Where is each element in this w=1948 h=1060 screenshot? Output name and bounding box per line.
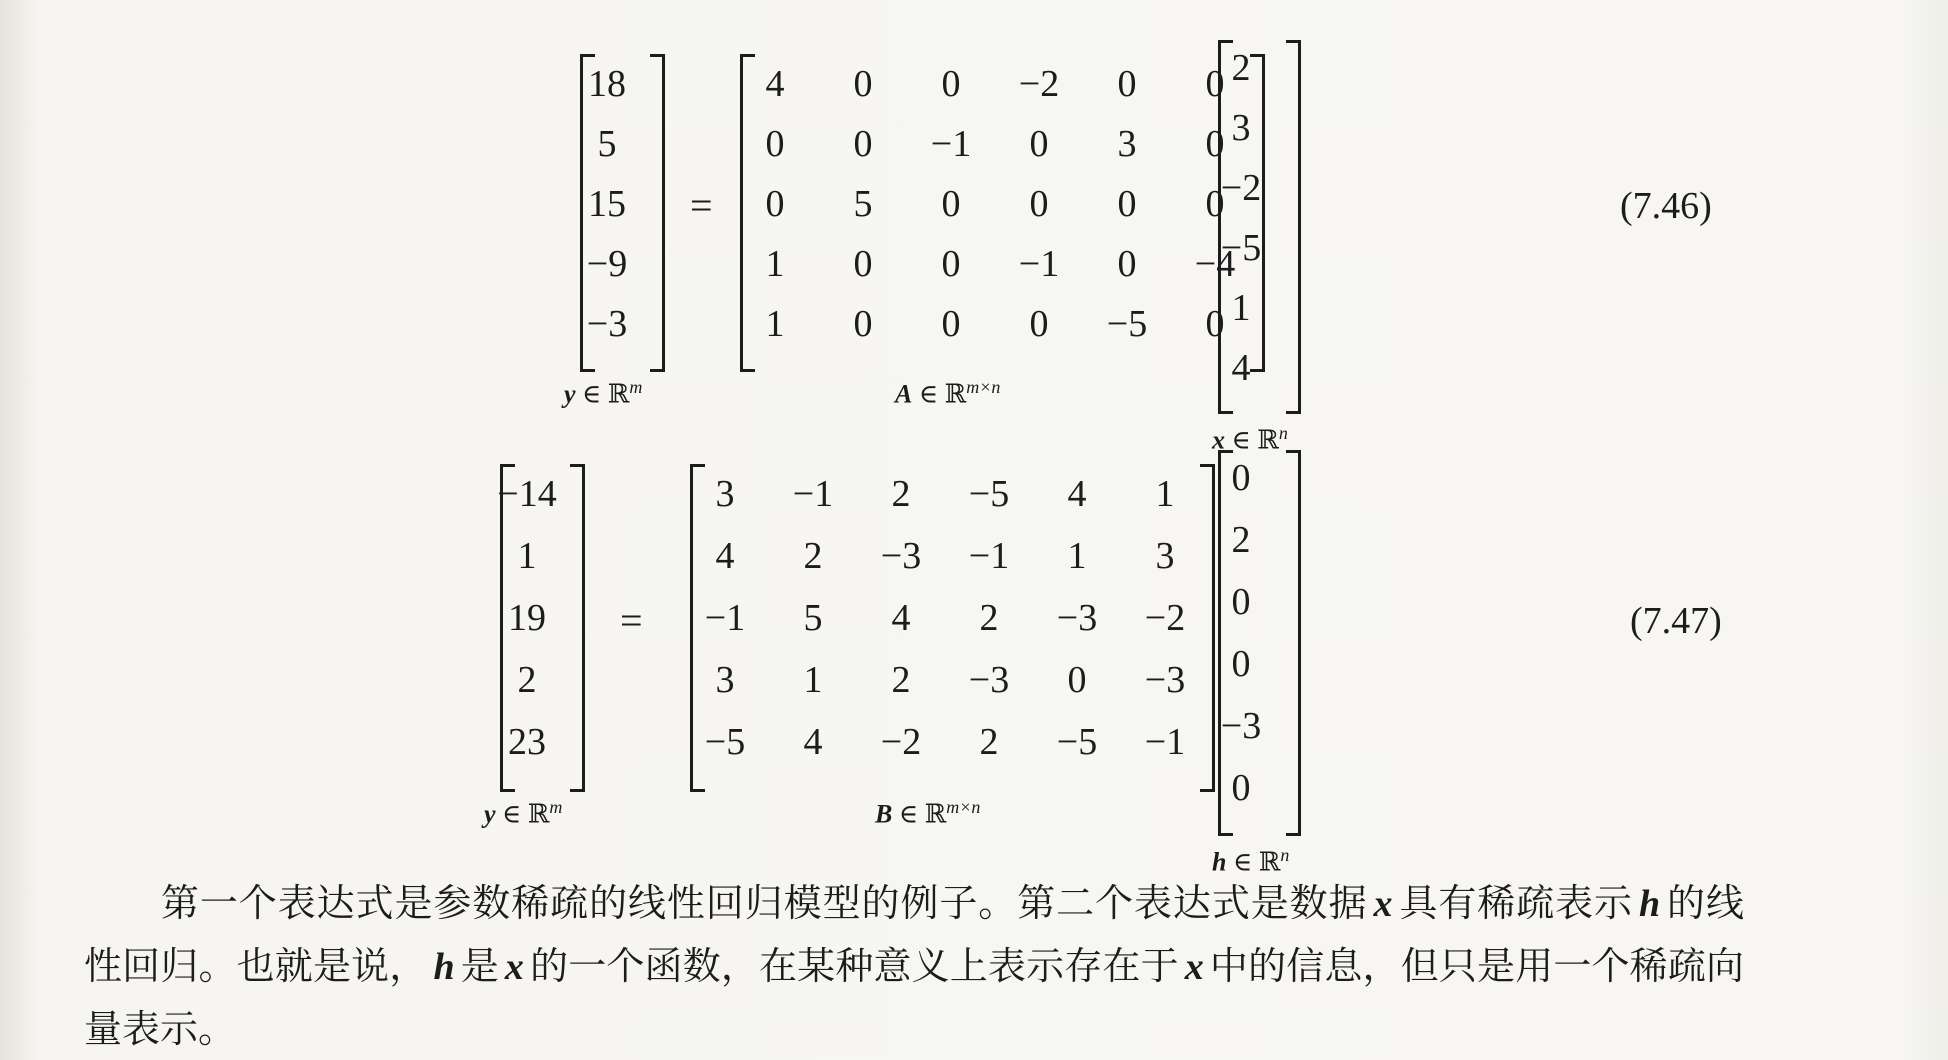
matrix-entry: 2: [979, 721, 999, 763]
matrix-entry: 2: [891, 473, 911, 515]
equals-sign: =: [690, 183, 713, 228]
matrix-entry: −5: [1106, 303, 1148, 345]
matrix-entry: 0: [853, 303, 873, 345]
matrix-entry: −1: [1144, 721, 1186, 763]
matrix-entry: 0: [941, 63, 961, 105]
vector-entry: 0: [1231, 581, 1251, 623]
matrix-entry: 4: [765, 63, 785, 105]
matrix-entry: −1: [1018, 243, 1060, 285]
matrix-entry: 0: [1205, 123, 1225, 165]
paragraph-text: 的一个函数，在某种意义上表示存在于: [529, 944, 1179, 988]
matrix-entry: 3: [715, 473, 735, 515]
matrix-entry: 0: [1029, 183, 1049, 225]
paragraph-text: 第一个表达式是参数稀疏的线性回归模型的例子。第二个表达式是数据: [160, 881, 1368, 925]
matrix-entry: 0: [941, 243, 961, 285]
lhs-entry: 5: [597, 123, 617, 165]
equation-number: (7.47): [1630, 600, 1722, 642]
vector-entry: −2: [1220, 167, 1262, 209]
matrix-entry: −1: [930, 123, 972, 165]
matrix-entry: 1: [803, 659, 823, 701]
lhs-label: y ∈ ℝ$^m$: [484, 797, 563, 829]
math-variable: h: [1638, 883, 1661, 925]
equation-7-46: [0, 40, 1948, 455]
vector-label: h ∈ ℝ$^n$: [1212, 845, 1290, 877]
vector-entry: −3: [1220, 705, 1262, 747]
math-variable: x: [1184, 946, 1204, 988]
matrix-entry: 2: [891, 659, 911, 701]
matrix-entry: 0: [853, 63, 873, 105]
matrix-entry: −3: [880, 535, 922, 577]
math-variable: h: [433, 946, 455, 988]
vector-label: x ∈ ℝ$^n$: [1212, 423, 1288, 455]
lhs-entry: 23: [508, 721, 546, 763]
matrix-entry: 1: [765, 243, 785, 285]
lhs-entry: −9: [586, 243, 628, 285]
matrix-entry: 1: [1155, 473, 1175, 515]
matrix-entry: 2: [979, 597, 999, 639]
matrix-entry: −2: [880, 721, 922, 763]
matrix-entry: −1: [704, 597, 746, 639]
vector-right-bracket: [1286, 450, 1301, 836]
vector-entry: 2: [1231, 519, 1251, 561]
matrix-entry: 0: [1029, 123, 1049, 165]
matrix-entry: 4: [891, 597, 911, 639]
vector-entry: 2: [1231, 47, 1251, 89]
lhs-entry: 1: [517, 535, 537, 577]
matrix-entry: 3: [715, 659, 735, 701]
math-variable: x: [504, 946, 524, 988]
matrix-entry: 0: [941, 183, 961, 225]
matrix-entry: 0: [1205, 183, 1225, 225]
matrix-entry: 4: [803, 721, 823, 763]
matrix-entry: 4: [715, 535, 735, 577]
matrix-label: B ∈ ℝ$^{m\times n}$: [875, 797, 981, 829]
matrix-entry: 0: [1029, 303, 1049, 345]
matrix-entry: 0: [1205, 303, 1225, 345]
lhs-entry: 2: [517, 659, 537, 701]
matrix-entry: −2: [1144, 597, 1186, 639]
vector-entry: 0: [1231, 457, 1251, 499]
matrix-label: A ∈ ℝ$^{m\times n}$: [895, 377, 1001, 409]
matrix-entry: 3: [1155, 535, 1175, 577]
equation-number: (7.46): [1620, 185, 1712, 227]
lhs-entry: −3: [586, 303, 628, 345]
paragraph-text: 是: [460, 944, 499, 988]
vector-right-bracket: [1286, 40, 1301, 414]
lhs-entry: 18: [588, 63, 626, 105]
matrix-entry: −5: [704, 721, 746, 763]
matrix-entry: 5: [803, 597, 823, 639]
matrix-entry: 0: [853, 123, 873, 165]
matrix-entry: −5: [1056, 721, 1098, 763]
lhs-entry: 19: [508, 597, 546, 639]
paragraph-text: 的线性回归。也就是说，: [84, 881, 1744, 988]
lhs-right-bracket: [570, 464, 585, 792]
paragraph-text: 中的信息，但只是用一个稀疏向量表示。: [84, 944, 1744, 1051]
paragraph-text: 具有稀疏表示: [1398, 881, 1633, 925]
matrix-entry: 0: [853, 243, 873, 285]
math-variable: x: [1373, 883, 1393, 925]
matrix-entry: 0: [941, 303, 961, 345]
matrix-entry: 0: [1117, 243, 1137, 285]
matrix-entry: 0: [1067, 659, 1087, 701]
matrix-entry: −1: [792, 473, 834, 515]
vector-entry: 3: [1231, 107, 1251, 149]
lhs-entry: 15: [588, 183, 626, 225]
matrix-entry: −1: [968, 535, 1010, 577]
vector-entry: −5: [1220, 227, 1262, 269]
matrix-entry: 0: [765, 123, 785, 165]
vector-entry: 4: [1231, 347, 1251, 389]
matrix-entry: 5: [853, 183, 873, 225]
matrix-entry: −5: [968, 473, 1010, 515]
matrix-entry: −3: [968, 659, 1010, 701]
body-paragraph: [84, 872, 1744, 1060]
matrix-entry: 2: [803, 535, 823, 577]
matrix-entry: 0: [765, 183, 785, 225]
matrix-entry: 3: [1117, 123, 1137, 165]
vector-entry: 1: [1231, 287, 1251, 329]
vector-entry: 0: [1231, 643, 1251, 685]
matrix-entry: 1: [1067, 535, 1087, 577]
matrix-entry: 0: [1117, 183, 1137, 225]
matrix-entry: −4: [1194, 243, 1236, 285]
vector-entry: 0: [1231, 767, 1251, 809]
matrix-entry: 0: [1117, 63, 1137, 105]
matrix-entry: 4: [1067, 473, 1087, 515]
equals-sign: =: [620, 598, 643, 643]
matrix-entry: −3: [1144, 659, 1186, 701]
matrix-entry: 1: [765, 303, 785, 345]
lhs-right-bracket: [650, 54, 665, 372]
matrix-entry: −2: [1018, 63, 1060, 105]
equation-7-47: [0, 450, 1948, 877]
lhs-label: y ∈ ℝ$^m$: [564, 377, 643, 409]
matrix-entry: −3: [1056, 597, 1098, 639]
matrix-entry: 0: [1205, 63, 1225, 105]
lhs-entry: −14: [497, 473, 557, 515]
